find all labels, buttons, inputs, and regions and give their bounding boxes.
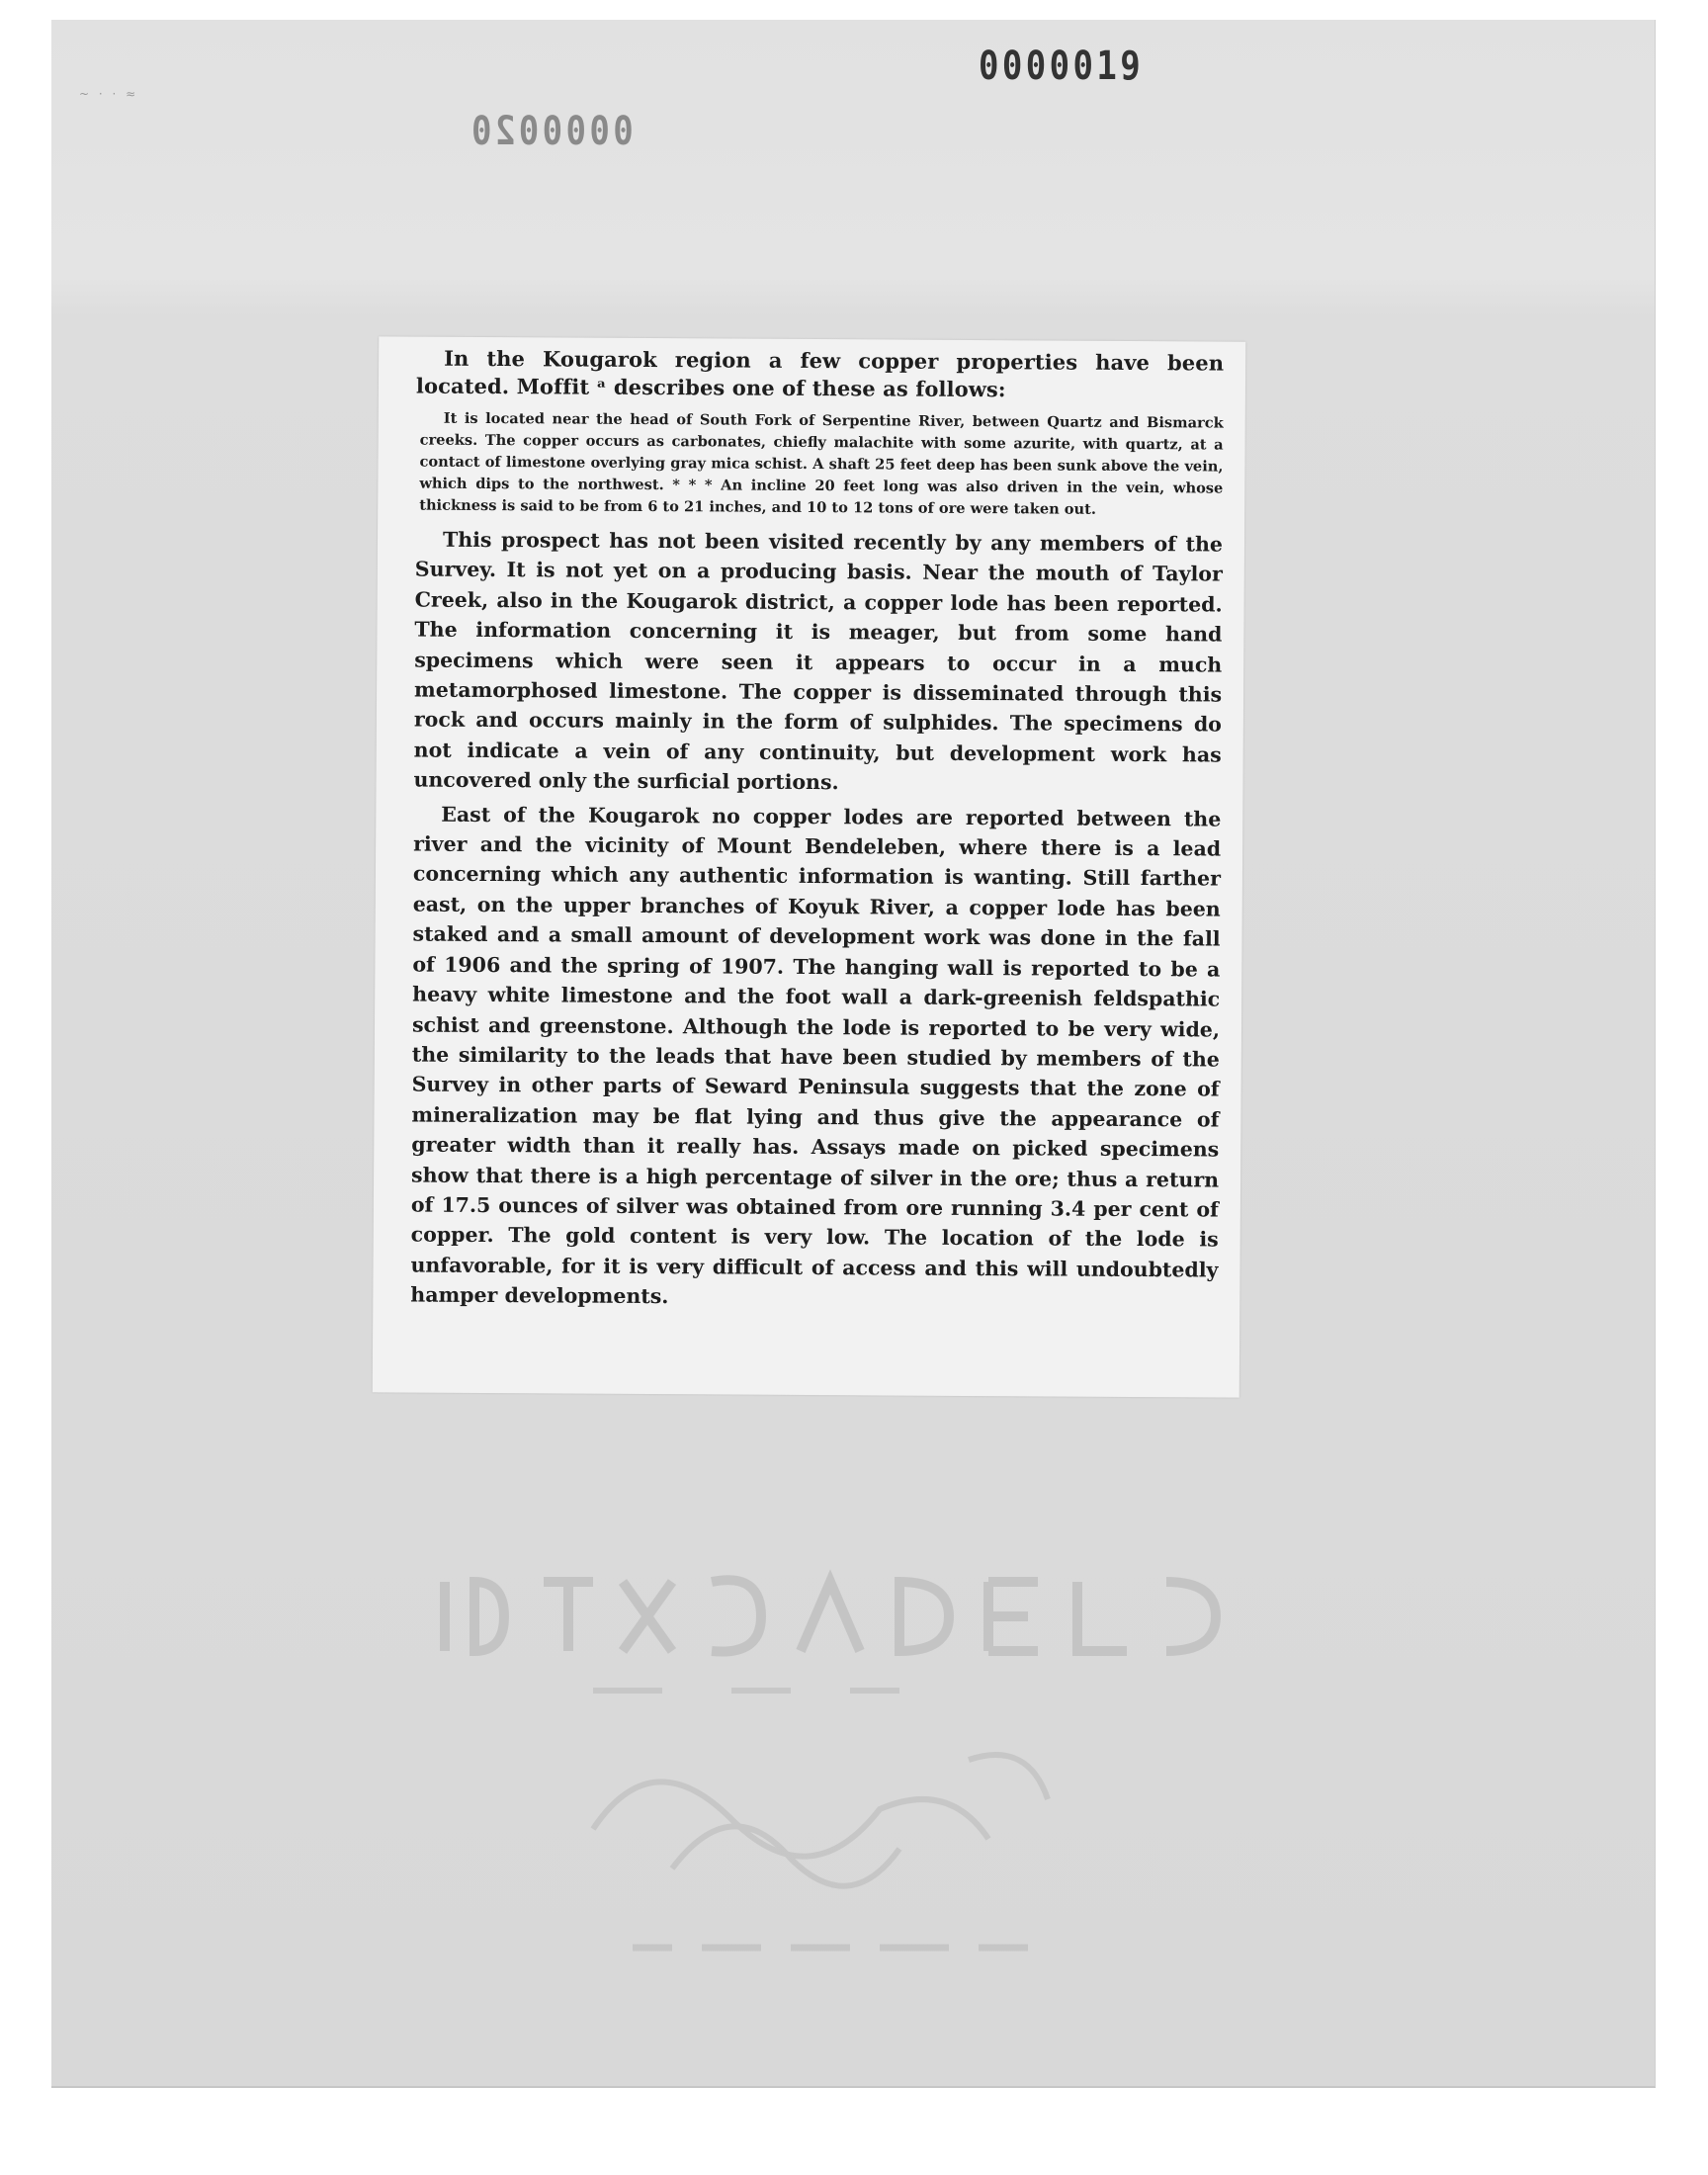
intro-paragraph: In the Kougarok region a few copper properties have been located. Moffit ᵃ describes one of these as follows: (415, 345, 1225, 402)
scan-specks: ~ · · ≈ (79, 87, 139, 101)
page-number-stamp: 0000019 (979, 44, 1145, 89)
bleed-through-seal-graphic (435, 1542, 1245, 2037)
mirrored-number-stamp: 0000020 (468, 109, 634, 154)
quoted-passage: It is located near the head of South Fork of Serpentine River, between Quartz and Bismarck creeks. The copper occurs as carbonates, chiefly malachite with some azurite, with quartz, at a contact of limestone overlying gray mica schist. A shaft 25 feet deep has been sunk above the vein, which dips to the northwest. * * * An incline 20 feet long was also driven in the vein, whose thickness is said to be from 6 to 21 inches, and 10 to 12 tons of ore were taken out. (419, 409, 1224, 518)
body-paragraph-2: East of the Kougarok no copper lodes are reported between the river and the vicinity of Mount Bendeleben, where there is a lead concerning which any authentic information is wanting. Still farther east, on the upper branches of Koyuk River, a copper lode has been staked and a small amount of development work was done in the fall of 1906 and the spring of 1907. The hanging wall is reported to be a heavy white limestone and the foot wall a dark-greenish feldspathic schist and greenstone. Although the lode is reported to be very wide, the similarity to the leads that have been studied by members of the Survey in other parts of Seward Peninsula suggests that the zone of mineralization may be flat lying and thus give the appearance of greater width than it really has. Assays made on picked specimens show that there is a high percentage of silver in the ore; thus a return of 17.5 ounces of silver was obtained from ore running 3.4 per cent of copper. The gold content is very low. The location of the lode is unfavorable, for it is very difficult of access and this will undoubtedly hamper developments. (410, 802, 1222, 1309)
article-clipping (373, 336, 1246, 1397)
body-paragraph-1: This prospect has not been visited recently by any members of the Survey. It is not yet on a producing basis. Near the mouth of Taylor Creek, also in the Kougarok district, a copper lode has been reported. The information concerning it is meager, but from some hand specimens which were seen it appears to occur in a much metamorphosed limestone. The copper is disseminated through this rock and occurs mainly in the form of sulphides. The specimens do not indicate a vein of any continuity, but development work has uncovered only the surficial portions. (413, 527, 1224, 795)
